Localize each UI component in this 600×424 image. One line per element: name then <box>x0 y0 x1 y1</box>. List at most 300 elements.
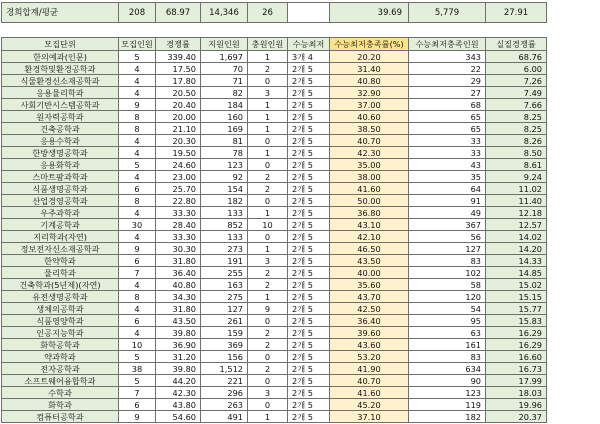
cell-applicants: 133 <box>201 231 248 243</box>
cell-dept: 물리학과 <box>2 267 119 279</box>
cell-quota: 7 <box>119 387 156 399</box>
cell-dept: 스마트팜과학과 <box>2 171 119 183</box>
cell-additional: 1 <box>248 111 288 123</box>
cell-score-count: 634 <box>409 363 486 375</box>
cell-applicants: 78 <box>201 147 248 159</box>
cell-dept: 화학공학과 <box>2 339 119 351</box>
cell-ratio: 33.30 <box>156 231 201 243</box>
table-row <box>2 183 547 195</box>
cell-additional: 1 <box>248 99 288 111</box>
cell-score-ratio: 41.60 <box>330 387 409 399</box>
cell-real-ratio: 7.66 <box>486 99 547 111</box>
cell-dept: 건축공학과 <box>2 123 119 135</box>
cell-real-ratio: 8.50 <box>486 147 547 159</box>
table-body <box>2 51 547 423</box>
cell-min-score: 2개 5 <box>288 135 330 147</box>
cell-ratio: 17.80 <box>156 75 201 87</box>
cell-dept: 유전생명공학과 <box>2 291 119 303</box>
cell-score-count: 22 <box>409 63 486 75</box>
cell-applicants: 127 <box>201 303 248 315</box>
cell-real-ratio: 8.61 <box>486 159 547 171</box>
cell-score-count: 65 <box>409 111 486 123</box>
cell-additional: 0 <box>248 231 288 243</box>
table-row <box>2 339 547 351</box>
cell-score-count: 90 <box>409 375 486 387</box>
cell-real-ratio: 15.77 <box>486 303 547 315</box>
cell-min-score: 2개 5 <box>288 159 330 171</box>
cell-score-count: 54 <box>409 303 486 315</box>
cell-score-ratio: 41.90 <box>330 363 409 375</box>
table-row <box>2 75 547 87</box>
cell-score-ratio: 53.20 <box>330 351 409 363</box>
cell-score-count: 56 <box>409 231 486 243</box>
cell-dept: 식품생명공학과 <box>2 183 119 195</box>
cell-score-count: 68 <box>409 99 486 111</box>
cell-quota: 4 <box>119 327 156 339</box>
cell-dept: 약과학과 <box>2 351 119 363</box>
table-row <box>2 87 547 99</box>
cell-score-count: 123 <box>409 387 486 399</box>
cell-additional: 3 <box>248 87 288 99</box>
table-row <box>2 207 547 219</box>
cell-applicants: 852 <box>201 219 248 231</box>
cell-additional: 0 <box>248 375 288 387</box>
cell-ratio: 31.80 <box>156 303 201 315</box>
cell-applicants: 169 <box>201 123 248 135</box>
header-quota: 모집인원 <box>119 38 156 51</box>
cell-quota: 38 <box>119 363 156 375</box>
cell-ratio: 19.50 <box>156 147 201 159</box>
cell-score-ratio: 39.60 <box>330 327 409 339</box>
table-row <box>2 363 547 375</box>
cell-dept: 한방생명공학과 <box>2 147 119 159</box>
cell-ratio: 339.40 <box>156 51 201 63</box>
cell-applicants: 1,512 <box>201 363 248 375</box>
cell-applicants: 159 <box>201 327 248 339</box>
table-row <box>2 111 547 123</box>
cell-min-score: 2개 5 <box>288 339 330 351</box>
cell-quota: 6 <box>119 399 156 411</box>
cell-score-count: 102 <box>409 267 486 279</box>
cell-real-ratio: 14.02 <box>486 231 547 243</box>
cell-ratio: 24.60 <box>156 159 201 171</box>
table-row <box>2 99 547 111</box>
summary-blank <box>288 3 330 23</box>
cell-ratio: 42.30 <box>156 387 201 399</box>
cell-quota: 8 <box>119 123 156 135</box>
cell-quota: 7 <box>119 267 156 279</box>
cell-score-ratio: 45.20 <box>330 399 409 411</box>
table-row <box>2 219 547 231</box>
cell-score-count: 43 <box>409 159 486 171</box>
cell-applicants: 273 <box>201 243 248 255</box>
cell-additional: 1 <box>248 243 288 255</box>
cell-score-ratio: 43.60 <box>330 339 409 351</box>
cell-ratio: 43.50 <box>156 315 201 327</box>
cell-dept: 한의예과(인문) <box>2 51 119 63</box>
cell-dept: 사회기반시스템공학과 <box>2 99 119 111</box>
cell-applicants: 92 <box>201 171 248 183</box>
cell-real-ratio: 14.33 <box>486 255 547 267</box>
cell-score-count: 367 <box>409 219 486 231</box>
cell-min-score: 2개 5 <box>288 231 330 243</box>
table-row <box>2 171 547 183</box>
cell-score-ratio: 38.00 <box>330 171 409 183</box>
cell-applicants: 491 <box>201 411 248 423</box>
cell-dept: 식물환경신소재공학과 <box>2 75 119 87</box>
table-row <box>2 387 547 399</box>
cell-score-count: 91 <box>409 195 486 207</box>
cell-score-count: 182 <box>409 411 486 423</box>
cell-ratio: 31.80 <box>156 255 201 267</box>
cell-min-score: 2개 5 <box>288 291 330 303</box>
table-row <box>2 231 547 243</box>
cell-applicants: 182 <box>201 195 248 207</box>
admissions-table <box>1 37 547 423</box>
cell-dept: 응용물리학과 <box>2 87 119 99</box>
cell-additional: 1 <box>248 207 288 219</box>
cell-score-ratio: 40.00 <box>330 267 409 279</box>
cell-ratio: 25.70 <box>156 183 201 195</box>
cell-real-ratio: 16.60 <box>486 351 547 363</box>
cell-min-score: 2개 5 <box>288 171 330 183</box>
cell-quota: 9 <box>119 99 156 111</box>
cell-score-count: 83 <box>409 351 486 363</box>
cell-additional: 2 <box>248 267 288 279</box>
cell-additional: 1 <box>248 411 288 423</box>
cell-additional: 0 <box>248 351 288 363</box>
cell-quota: 9 <box>119 411 156 423</box>
cell-ratio: 40.80 <box>156 279 201 291</box>
header-row <box>2 38 547 51</box>
cell-min-score: 2개 5 <box>288 267 330 279</box>
cell-applicants: 163 <box>201 279 248 291</box>
cell-applicants: 261 <box>201 315 248 327</box>
cell-real-ratio: 11.40 <box>486 195 547 207</box>
cell-min-score: 2개 5 <box>288 315 330 327</box>
table-row <box>2 255 547 267</box>
cell-score-ratio: 36.80 <box>330 207 409 219</box>
cell-min-score: 2개 5 <box>288 363 330 375</box>
summary-additional: 26 <box>248 3 288 23</box>
cell-quota: 6 <box>119 315 156 327</box>
cell-min-score: 2개 5 <box>288 243 330 255</box>
header-real-ratio: 실질경쟁률 <box>486 38 547 51</box>
cell-real-ratio: 16.29 <box>486 327 547 339</box>
table-row <box>2 63 547 75</box>
cell-ratio: 28.40 <box>156 219 201 231</box>
table-row <box>2 159 547 171</box>
cell-score-ratio: 40.70 <box>330 135 409 147</box>
table-row <box>2 147 547 159</box>
table-row <box>2 291 547 303</box>
cell-dept: 응용수학과 <box>2 135 119 147</box>
cell-quota: 6 <box>119 183 156 195</box>
cell-ratio: 44.20 <box>156 375 201 387</box>
cell-real-ratio: 7.49 <box>486 87 547 99</box>
header-score-ratio: 수능최저충족률(%) <box>330 38 409 51</box>
cell-ratio: 21.10 <box>156 123 201 135</box>
cell-min-score: 2개 5 <box>288 207 330 219</box>
cell-ratio: 22.80 <box>156 195 201 207</box>
cell-dept: 화학과 <box>2 399 119 411</box>
cell-score-ratio: 31.40 <box>330 63 409 75</box>
cell-score-ratio: 36.40 <box>330 315 409 327</box>
cell-applicants: 296 <box>201 387 248 399</box>
cell-score-count: 29 <box>409 75 486 87</box>
cell-dept: 인공지능학과 <box>2 327 119 339</box>
cell-score-count: 119 <box>409 399 486 411</box>
cell-applicants: 263 <box>201 399 248 411</box>
cell-ratio: 54.60 <box>156 411 201 423</box>
cell-dept: 우주과학과 <box>2 207 119 219</box>
cell-applicants: 133 <box>201 207 248 219</box>
cell-real-ratio: 8.25 <box>486 111 547 123</box>
cell-real-ratio: 14.85 <box>486 267 547 279</box>
cell-real-ratio: 16.29 <box>486 339 547 351</box>
cell-applicants: 1,697 <box>201 51 248 63</box>
cell-score-count: 120 <box>409 291 486 303</box>
cell-min-score: 2개 5 <box>288 279 330 291</box>
cell-real-ratio: 8.26 <box>486 135 547 147</box>
cell-quota: 4 <box>119 135 156 147</box>
cell-real-ratio: 12.18 <box>486 207 547 219</box>
header-additional: 충원인원 <box>248 38 288 51</box>
cell-ratio: 20.00 <box>156 111 201 123</box>
cell-ratio: 31.20 <box>156 351 201 363</box>
cell-quota: 4 <box>119 279 156 291</box>
cell-real-ratio: 16.73 <box>486 363 547 375</box>
cell-score-ratio: 20.20 <box>330 51 409 63</box>
cell-score-count: 33 <box>409 135 486 147</box>
cell-applicants: 123 <box>201 159 248 171</box>
cell-quota: 9 <box>119 243 156 255</box>
cell-dept: 원자력공학과 <box>2 111 119 123</box>
cell-score-count: 35 <box>409 171 486 183</box>
cell-quota: 4 <box>119 207 156 219</box>
cell-real-ratio: 7.26 <box>486 75 547 87</box>
cell-additional: 10 <box>248 219 288 231</box>
cell-real-ratio: 68.76 <box>486 51 547 63</box>
table-row <box>2 135 547 147</box>
cell-additional: 3 <box>248 387 288 399</box>
cell-additional: 0 <box>248 195 288 207</box>
table-row <box>2 315 547 327</box>
cell-min-score: 2개 5 <box>288 387 330 399</box>
cell-applicants: 275 <box>201 291 248 303</box>
summary-score-ratio: 39.69 <box>330 3 409 23</box>
cell-ratio: 33.30 <box>156 207 201 219</box>
cell-score-ratio: 43.50 <box>330 255 409 267</box>
cell-quota: 8 <box>119 195 156 207</box>
cell-dept: 컴퓨터공학과 <box>2 411 119 423</box>
cell-score-ratio: 40.80 <box>330 75 409 87</box>
cell-ratio: 39.80 <box>156 327 201 339</box>
cell-additional: 0 <box>248 135 288 147</box>
cell-quota: 6 <box>119 255 156 267</box>
cell-score-count: 64 <box>409 183 486 195</box>
cell-real-ratio: 11.02 <box>486 183 547 195</box>
cell-quota: 5 <box>119 351 156 363</box>
cell-score-ratio: 38.50 <box>330 123 409 135</box>
table-row <box>2 51 547 63</box>
cell-quota: 8 <box>119 291 156 303</box>
header-ratio: 경쟁률 <box>156 38 201 51</box>
cell-real-ratio: 6.00 <box>486 63 547 75</box>
cell-score-ratio: 35.60 <box>330 279 409 291</box>
cell-score-count: 27 <box>409 87 486 99</box>
cell-score-ratio: 40.70 <box>330 375 409 387</box>
cell-real-ratio: 17.99 <box>486 375 547 387</box>
cell-applicants: 191 <box>201 255 248 267</box>
cell-score-count: 65 <box>409 123 486 135</box>
cell-min-score: 2개 5 <box>288 303 330 315</box>
cell-applicants: 369 <box>201 339 248 351</box>
cell-min-score: 2개 5 <box>288 63 330 75</box>
cell-additional: 2 <box>248 279 288 291</box>
cell-min-score: 2개 5 <box>288 75 330 87</box>
cell-score-ratio: 32.90 <box>330 87 409 99</box>
table-row <box>2 279 547 291</box>
cell-min-score: 2개 5 <box>288 87 330 99</box>
cell-score-ratio: 42.30 <box>330 147 409 159</box>
cell-ratio: 36.90 <box>156 339 201 351</box>
cell-applicants: 70 <box>201 63 248 75</box>
cell-score-count: 127 <box>409 243 486 255</box>
cell-score-ratio: 40.60 <box>330 111 409 123</box>
cell-dept: 한약학과 <box>2 255 119 267</box>
cell-ratio: 20.40 <box>156 99 201 111</box>
table-row <box>2 123 547 135</box>
cell-quota: 4 <box>119 171 156 183</box>
cell-score-ratio: 37.00 <box>330 99 409 111</box>
cell-ratio: 20.30 <box>156 135 201 147</box>
cell-ratio: 39.80 <box>156 363 201 375</box>
table-row <box>2 243 547 255</box>
cell-ratio: 36.40 <box>156 267 201 279</box>
header-applicants: 지원인원 <box>201 38 248 51</box>
cell-quota: 4 <box>119 63 156 75</box>
cell-quota: 4 <box>119 75 156 87</box>
cell-ratio: 23.00 <box>156 171 201 183</box>
cell-score-count: 83 <box>409 255 486 267</box>
cell-additional: 0 <box>248 315 288 327</box>
cell-applicants: 71 <box>201 75 248 87</box>
cell-score-ratio: 37.10 <box>330 411 409 423</box>
cell-additional: 0 <box>248 75 288 87</box>
cell-additional: 2 <box>248 171 288 183</box>
cell-score-count: 49 <box>409 207 486 219</box>
table-row <box>2 195 547 207</box>
cell-additional: 1 <box>248 51 288 63</box>
cell-score-ratio: 35.00 <box>330 159 409 171</box>
cell-quota: 5 <box>119 159 156 171</box>
cell-score-ratio: 46.50 <box>330 243 409 255</box>
cell-min-score: 3개 4 <box>288 51 330 63</box>
cell-applicants: 81 <box>201 135 248 147</box>
cell-applicants: 82 <box>201 87 248 99</box>
summary-ratio: 68.97 <box>156 3 201 23</box>
table-row <box>2 351 547 363</box>
cell-min-score: 2개 5 <box>288 351 330 363</box>
cell-score-ratio: 43.10 <box>330 219 409 231</box>
cell-real-ratio: 15.02 <box>486 279 547 291</box>
cell-score-ratio: 42.10 <box>330 231 409 243</box>
cell-ratio: 30.30 <box>156 243 201 255</box>
cell-dept: 생체의공학과 <box>2 303 119 315</box>
cell-dept: 산업경영공학과 <box>2 195 119 207</box>
cell-min-score: 2개 5 <box>288 219 330 231</box>
cell-real-ratio: 12.57 <box>486 219 547 231</box>
cell-real-ratio: 8.25 <box>486 123 547 135</box>
cell-additional: 3 <box>248 255 288 267</box>
cell-additional: 2 <box>248 363 288 375</box>
summary-label: 경희합계/평균 <box>2 3 119 23</box>
cell-min-score: 2개 5 <box>288 99 330 111</box>
summary-applicants: 14,346 <box>201 3 248 23</box>
cell-score-ratio: 43.70 <box>330 291 409 303</box>
cell-applicants: 154 <box>201 183 248 195</box>
summary-row <box>2 3 547 23</box>
cell-additional: 0 <box>248 159 288 171</box>
cell-quota: 8 <box>119 111 156 123</box>
table-row <box>2 267 547 279</box>
summary-quota: 208 <box>119 3 156 23</box>
cell-quota: 10 <box>119 339 156 351</box>
cell-min-score: 2개 5 <box>288 183 330 195</box>
cell-ratio: 43.80 <box>156 399 201 411</box>
cell-min-score: 2개 5 <box>288 147 330 159</box>
cell-real-ratio: 20.37 <box>486 411 547 423</box>
cell-real-ratio: 15.83 <box>486 315 547 327</box>
cell-additional: 1 <box>248 291 288 303</box>
summary-real-ratio: 27.91 <box>486 3 547 23</box>
cell-dept: 응용화학과 <box>2 159 119 171</box>
cell-additional: 0 <box>248 399 288 411</box>
summary-score-count: 5,779 <box>409 3 486 23</box>
cell-real-ratio: 15.15 <box>486 291 547 303</box>
cell-quota: 5 <box>119 51 156 63</box>
cell-min-score: 2개 5 <box>288 375 330 387</box>
cell-ratio: 17.50 <box>156 63 201 75</box>
table-row <box>2 375 547 387</box>
cell-score-count: 63 <box>409 327 486 339</box>
cell-min-score: 2개 5 <box>288 111 330 123</box>
cell-additional: 2 <box>248 183 288 195</box>
cell-real-ratio: 19.96 <box>486 399 547 411</box>
cell-quota: 30 <box>119 219 156 231</box>
cell-ratio: 20.50 <box>156 87 201 99</box>
cell-dept: 식품영양학과 <box>2 315 119 327</box>
cell-additional: 9 <box>248 303 288 315</box>
cell-score-count: 95 <box>409 315 486 327</box>
cell-min-score: 2개 5 <box>288 195 330 207</box>
cell-applicants: 184 <box>201 99 248 111</box>
header-dept: 모집단위 <box>2 38 119 51</box>
cell-score-ratio: 50.00 <box>330 195 409 207</box>
cell-quota: 4 <box>119 87 156 99</box>
cell-applicants: 156 <box>201 351 248 363</box>
cell-min-score: 2개 5 <box>288 399 330 411</box>
cell-applicants: 255 <box>201 267 248 279</box>
cell-dept: 소프트웨어융합학과 <box>2 375 119 387</box>
cell-additional: 2 <box>248 63 288 75</box>
cell-score-ratio: 42.50 <box>330 303 409 315</box>
header-score-count: 수능최저충족인원 <box>409 38 486 51</box>
cell-score-count: 161 <box>409 339 486 351</box>
table-row <box>2 411 547 423</box>
cell-min-score: 2개 5 <box>288 411 330 423</box>
